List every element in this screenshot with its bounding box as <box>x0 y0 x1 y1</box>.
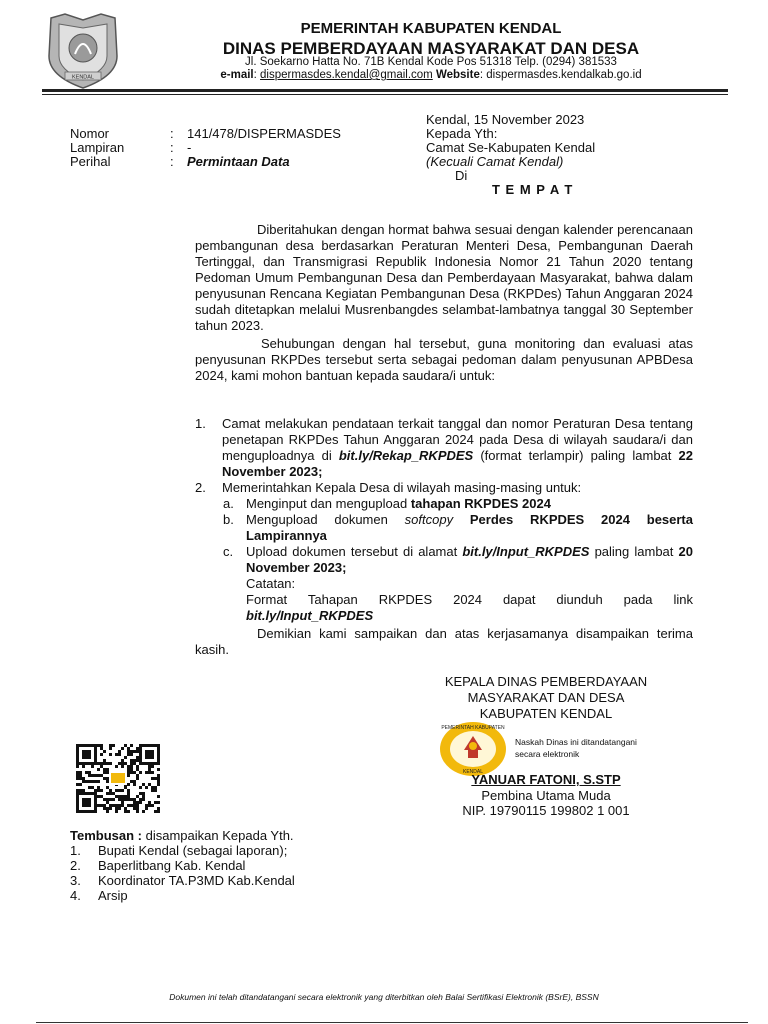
list-item: 1. Bupati Kendal (sebagai laporan); <box>70 843 288 858</box>
email-link[interactable]: dispermasdes.kendal@gmail.com <box>260 69 433 81</box>
lampiran-value: - <box>187 140 192 155</box>
rekap-link[interactable]: bit.ly/Rekap_RKPDES <box>338 448 474 463</box>
email-label: e-mail <box>220 69 254 81</box>
recipient-name: Camat Se-Kabupaten Kendal <box>426 140 596 155</box>
kepada-label: Kepada Yth: <box>426 126 498 141</box>
letterhead-address: Jl. Soekarno Hatta No. 71B Kendal Kode Pos 51318 Telp. (0294) 381533 <box>245 56 617 68</box>
letterhead-line2: DINAS PEMBERDAYAAN MASYARAKAT DAN DESA <box>222 39 640 58</box>
recipient-di: Di <box>455 168 468 183</box>
list-item: 4. Arsip <box>70 888 128 903</box>
svg-text:PEMERINTAH KABUPATEN: PEMERINTAH KABUPATEN <box>441 725 505 731</box>
perihal-value: Permintaan Data <box>187 154 290 169</box>
list-item: 2. Baperlitbang Kab. Kendal <box>70 858 246 873</box>
list-item: 2. Memerintahkan Kepala Desa di wilayah masing-masing untuk: <box>195 480 582 495</box>
note-text: Format Tahapan RKPDES 2024 dapat diunduh pada link bit.ly/Input_RKPDES <box>246 592 693 623</box>
nomor-value: 141/478/DISPERMASDES <box>187 126 341 141</box>
tembusan-section <box>70 828 295 903</box>
request-list <box>195 416 693 658</box>
input-link[interactable]: bit.ly/Input_RKPDES <box>462 544 590 559</box>
note-link[interactable]: bit.ly/Input_RKPDES <box>246 608 374 623</box>
paragraph-1: Diberitahukan dengan hormat bahwa sesuai dengan kalender perencanaan pembangunan desa berdasarkan Peraturan Menteri Desa, Pembangunan Daerah Tertinggal, dan Transmigrasi Republik Indonesia Nomor 21 Tahun 2020 tentang Pedoman Umum Pembangunan Desa dan Pemberdayaan Masyarakat, bahwa dalam penyusunan Rencana Kegiatan Pembangunan Desa (RKPDes) Tahun Anggaran 2024 sudah ditetapkan melalui Musrenbangdes selambat-lambatnya tanggal 30 September tahun 2023. <box>195 222 693 333</box>
signer-rank: Pembina Utama Muda <box>481 788 611 803</box>
sub-list-item: a. Menginput dan mengupload tahapan RKPDES 2024 <box>223 496 551 511</box>
letterhead-rule-thick <box>42 89 728 92</box>
electronic-seal-icon <box>438 720 508 778</box>
note-label: Catatan: <box>246 576 296 591</box>
website-link[interactable]: dispermasdes.kendalkab.go.id <box>486 69 642 81</box>
qr-code <box>76 744 160 814</box>
tembusan-label: Tembusan : <box>70 828 142 843</box>
letter-body <box>195 222 693 384</box>
letter-date: Kendal, 15 November 2023 <box>426 112 585 127</box>
recipient-exception: (Kecuali Camat Kendal) <box>426 154 564 169</box>
paragraph-2: Sehubungan dengan hal tersebut, guna monitoring dan evaluasi atas penyusunan RKPDes tersebut serta sebagai pedoman dalam penyusunan APBDesa 2024, kami mohon bantuan kepada saudara/i untuk: <box>195 336 693 383</box>
svg-text:KENDAL: KENDAL <box>462 769 484 775</box>
sub-list-item: c. Upload dokumen tersebut di alamat bit.ly/Input_RKPDES paling lambat 20 November 2023; <box>223 544 693 575</box>
svg-text:KENDAL: KENDAL <box>71 74 95 81</box>
seal-note: Naskah Dinas ini ditandatangani secara elektronik <box>515 737 637 759</box>
bsre-footer: Dokumen ini telah ditandatangani secara elektronik yang diterbitkan oleh Balai Sertifikasi Elektronik (BSrE), BSSN <box>169 992 599 1002</box>
perihal-label: Perihal <box>70 154 111 169</box>
letterhead-rule-thin <box>42 94 728 95</box>
tembusan-intro: disampaikan Kepada Yth. <box>145 828 294 843</box>
website-label: Website <box>435 69 480 81</box>
perihal-colon: : <box>170 154 174 169</box>
letterhead-line1: PEMERINTAH KABUPATEN KENDAL <box>300 20 562 37</box>
nomor-label: Nomor <box>70 126 110 141</box>
sub-list-item: b. Mengupload dokumen softcopy Perdes RKPDES 2024 beserta Lampirannya <box>223 512 693 543</box>
footer-rule <box>36 1022 748 1023</box>
signer-nip: NIP. 19790115 199802 1 001 <box>462 803 630 818</box>
letterhead-contact: e-mail: dispermasdes.kendal@gmail.com Website: dispermasdes.kendalkab.go.id <box>220 69 642 81</box>
lampiran-colon: : <box>170 140 174 155</box>
signature-title: KEPALA DINAS PEMBERDAYAAN MASYARAKAT DAN DESA KABUPATEN KENDAL <box>444 674 648 721</box>
list-item: 3. Koordinator TA.P3MD Kab.Kendal <box>70 873 295 888</box>
closing-paragraph: Demikian kami sampaikan dan atas kerjasamanya disampaikan terima kasih. <box>195 626 693 657</box>
lampiran-label: Lampiran <box>70 140 125 155</box>
list-item: 1. Camat melakukan pendataan terkait tanggal dan nomor Peraturan Desa tentang penetapan RKPDes Tahun Anggaran 2024 pada Desa di wilayah saudara/i dan menguploadnya di bit.ly/Rekap_RKPDES (format terlampir) paling lambat 22 November 2023; <box>195 416 693 479</box>
signer-name: YANUAR FATONI, S.STP <box>471 772 621 787</box>
nomor-colon: : <box>170 126 174 141</box>
recipient-tempat: T E M P A T <box>492 182 574 197</box>
